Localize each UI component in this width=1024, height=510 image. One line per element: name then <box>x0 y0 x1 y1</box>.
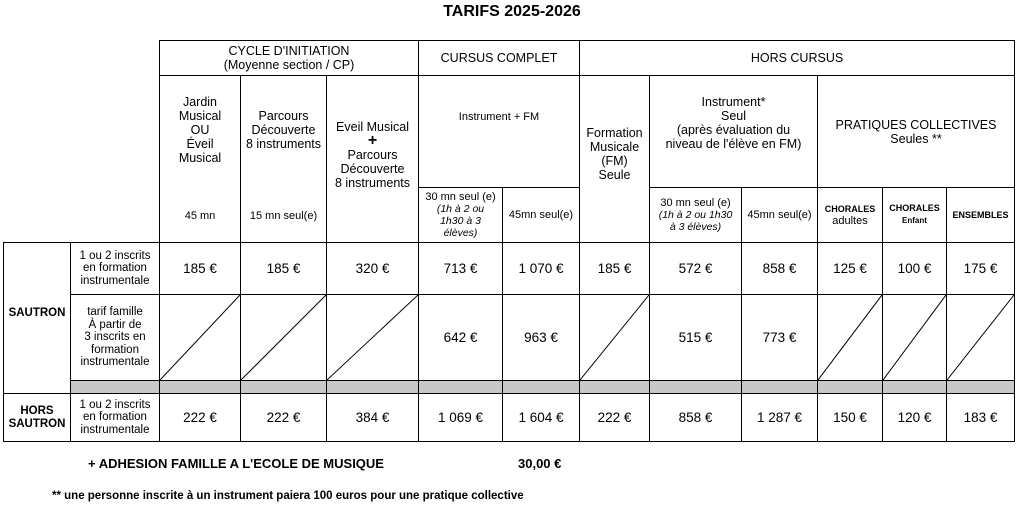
empty-cell-diagonal <box>947 295 1015 381</box>
price-cell: 713 € <box>419 243 503 295</box>
price-cell: 1 070 € <box>503 243 580 295</box>
price-cell: 1 604 € <box>503 394 580 442</box>
price-cell: 150 € <box>818 394 883 442</box>
subheader-chorales-adultes: CHORALES adultes <box>818 188 883 243</box>
header-instrument-seul: Instrument* Seul (après évaluation du niveau de l'élève en FM) <box>650 76 818 188</box>
table-row <box>4 243 1015 295</box>
row-description: 1 ou 2 inscrits en formation instrumentale <box>71 243 160 295</box>
price-cell: 858 € <box>742 243 818 295</box>
header-jardin-musical: Jardin Musical OU Éveil Musical 45 mn <box>160 76 241 243</box>
price-cell: 1 287 € <box>742 394 818 442</box>
subheader-ensembles: ENSEMBLES <box>947 188 1015 243</box>
subheader-cf-30mn: 30 mn seul (e) (1h à 2 ou 1h30 à 3 élèves) <box>419 188 503 243</box>
subheader-hc-45mn: 45mn seul(e) <box>742 188 818 243</box>
price-cell: 1 069 € <box>419 394 503 442</box>
header-pratiques-collectives: PRATIQUES COLLECTIVES Seules ** <box>818 76 1015 188</box>
price-cell: 100 € <box>883 243 947 295</box>
price-cell: 384 € <box>327 394 419 442</box>
price-cell: 222 € <box>241 394 327 442</box>
separator-row <box>4 381 1015 394</box>
header-instrument-fm: Instrument + FM <box>419 76 580 188</box>
empty-cell-diagonal <box>160 295 241 381</box>
price-cell: 185 € <box>160 243 241 295</box>
adhesion-label: + ADHESION FAMILLE A L'ECOLE DE MUSIQUE <box>88 456 384 471</box>
header-cycle-initiation: CYCLE D'INITIATION (Moyenne section / CP) <box>160 41 419 76</box>
price-cell: 185 € <box>580 243 650 295</box>
price-cell: 175 € <box>947 243 1015 295</box>
adhesion-line <box>88 456 562 471</box>
price-cell: 773 € <box>742 295 818 381</box>
table-row <box>4 394 1015 442</box>
page-title: TARIFS 2025-2026 <box>443 3 581 20</box>
adhesion-amount: 30,00 € <box>518 456 562 471</box>
location-hors-sautron: HORS SAUTRON <box>4 394 71 442</box>
price-cell: 963 € <box>503 295 580 381</box>
price-cell: 183 € <box>947 394 1015 442</box>
price-cell: 642 € <box>419 295 503 381</box>
row-description: 1 ou 2 inscrits en formation instrumentale <box>71 394 160 442</box>
header-formation-musicale: Formation Musicale (FM) Seule <box>580 76 650 243</box>
header-hors-cursus: HORS CURSUS <box>580 41 1015 76</box>
header-cursus-complet: CURSUS COMPLET <box>419 41 580 76</box>
price-cell: 515 € <box>650 295 742 381</box>
price-cell: 222 € <box>580 394 650 442</box>
subheader-chorales-enfant: CHORALES Enfant <box>883 188 947 243</box>
price-cell: 320 € <box>327 243 419 295</box>
price-cell: 572 € <box>650 243 742 295</box>
price-cell: 858 € <box>650 394 742 442</box>
price-cell: 185 € <box>241 243 327 295</box>
footnote: ** une personne inscrite à un instrument paiera 100 euros pour une pratique collective <box>52 490 524 502</box>
header-parcours-decouverte: Parcours Découverte 8 instruments 15 mn seul(e) <box>241 76 327 243</box>
row-description: tarif famille À partir de 3 inscrits en formation instrumentale <box>71 295 160 381</box>
table-row <box>4 295 1015 381</box>
tarifs-table <box>3 40 1015 442</box>
subheader-cf-45mn: 45mn seul(e) <box>503 188 580 243</box>
empty-cell-diagonal <box>327 295 419 381</box>
empty-cell-diagonal <box>883 295 947 381</box>
header-eveil-parcours: Eveil Musical + Parcours Découverte 8 instruments <box>327 76 419 243</box>
price-cell: 120 € <box>883 394 947 442</box>
price-cell: 222 € <box>160 394 241 442</box>
empty-cell-diagonal <box>580 295 650 381</box>
empty-cell-diagonal <box>818 295 883 381</box>
location-sautron: SAUTRON <box>4 243 71 394</box>
empty-cell-diagonal <box>241 295 327 381</box>
subheader-hc-30mn: 30 mn seul (e) (1h à 2 ou 1h30 à 3 élèves) <box>650 188 742 243</box>
price-cell: 125 € <box>818 243 883 295</box>
